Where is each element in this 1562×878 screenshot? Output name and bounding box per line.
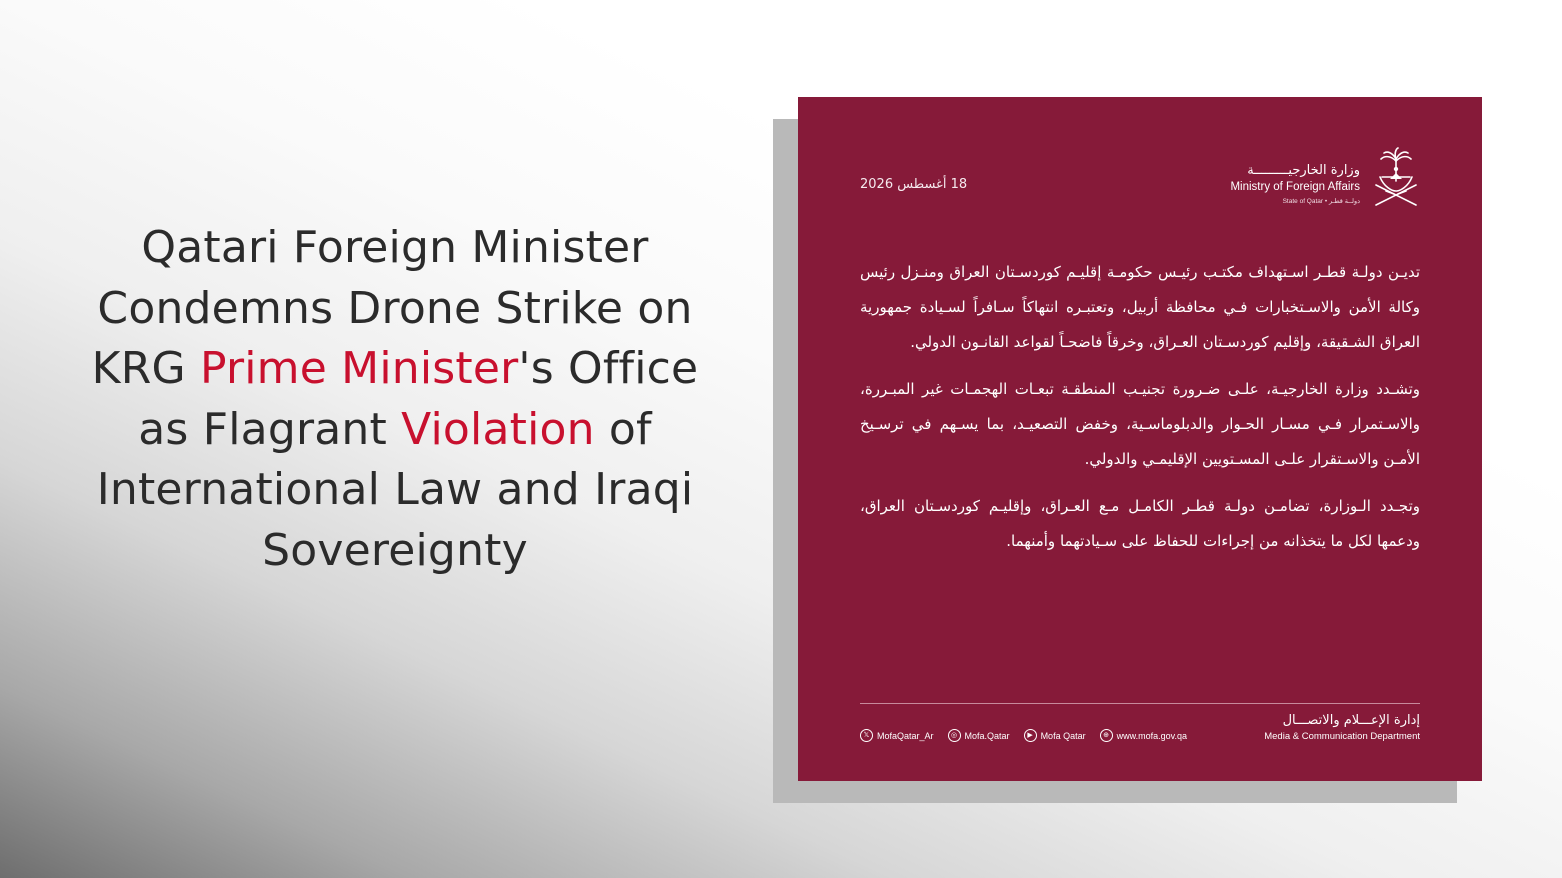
- footer-divider: [860, 703, 1420, 704]
- headline-line-2: Condemns Drone Strike on: [97, 282, 693, 334]
- ministry-name-arabic: وزارة الخارجيـــــــــة: [1247, 163, 1360, 178]
- department-name-arabic: إدارة الإعـــلام والاتصـــال: [1282, 713, 1420, 728]
- headline-highlight-violation: Violation: [401, 403, 595, 455]
- headline-line-3-prefix: KRG: [91, 343, 200, 394]
- instagram-icon: ◎: [948, 729, 961, 742]
- state-of-qatar-label: State of Qatar • دولــة قطـر: [1282, 198, 1360, 205]
- headline-line-4-suffix: of: [594, 403, 652, 455]
- globe-icon: ⊕: [1100, 729, 1113, 742]
- social-link-instagram[interactable]: [948, 729, 1010, 742]
- ministry-logo: [1182, 147, 1422, 209]
- headline-line-6: Sovereignty: [262, 524, 528, 576]
- social-link-x[interactable]: [860, 729, 934, 742]
- headline: [40, 218, 750, 581]
- social-label-youtube: Mofa Qatar: [1040, 730, 1086, 741]
- social-label-x: MofaQatar_Ar: [877, 730, 934, 741]
- department-name-english: Media & Communication Department: [1264, 731, 1420, 742]
- statement-paragraph-1: تديـن دولـة قطـر اسـتهداف مكتـب رئيـس حكومـة إقليـم كوردسـتان العراق ومنـزل رئيس وكالة الأمن والاسـتخبارات فـي محافظة أربيل، وتعتبـره انتهاكاً سـافراً لسـيادة جمهورية العراق الشـقيقة، وإقليم كوردسـتان العـراق، وخرقاً فاضحـاً لقواعد القانـون الدولي.: [860, 263, 1420, 351]
- headline-line-1: Qatari Foreign Minister: [141, 222, 649, 273]
- x-icon: 𝕏: [860, 729, 873, 742]
- statement-card: [798, 97, 1482, 781]
- headline-highlight-prime-minister: Prime Minister: [199, 343, 519, 394]
- social-links: [860, 729, 1187, 742]
- headline-line-4-prefix: as Flagrant: [138, 403, 402, 455]
- headline-line-4: [40, 400, 750, 461]
- headline-line-5: International Law and Iraqi: [96, 464, 694, 515]
- social-label-instagram: Mofa.Qatar: [964, 730, 1010, 741]
- youtube-icon: ▶: [1024, 729, 1037, 742]
- ministry-name-english: Ministry of Foreign Affairs: [1230, 181, 1360, 193]
- statement-date: 18 أغسطس 2026: [860, 177, 968, 192]
- statement-paragraph-3: وتجـدد الـوزارة، تضامـن دولـة قطـر الكامـل مـع العـراق، وإقليـم كوردسـتان العراق، ودعمها لكل ما يتخذانه من إجراءات للحفاظ على سـيادتهما وأمنهما.: [860, 497, 1420, 550]
- social-link-website[interactable]: [1100, 729, 1187, 742]
- headline-line-3-suffix: 's Office: [518, 343, 699, 394]
- social-link-youtube[interactable]: [1024, 729, 1086, 742]
- statement-body: [860, 255, 1420, 571]
- social-label-website: www.mofa.gov.qa: [1116, 730, 1187, 741]
- department-signature: [1264, 713, 1420, 742]
- headline-line-3: [40, 339, 750, 400]
- qatar-emblem-icon: [1370, 147, 1422, 209]
- statement-paragraph-2: وتشـدد وزارة الخارجيـة، علـى ضـرورة تجنيـب المنطقـة تبعـات الهجمـات غير المبـررة، والاسـتمرار فـي مسـار الحـوار والدبلوماسـية، وخفض التصعيـد، بما يسـهم في ترسـيخ الأمـن والاسـتقرار علـى المسـتويين الإقليمـي والدولي.: [860, 380, 1420, 468]
